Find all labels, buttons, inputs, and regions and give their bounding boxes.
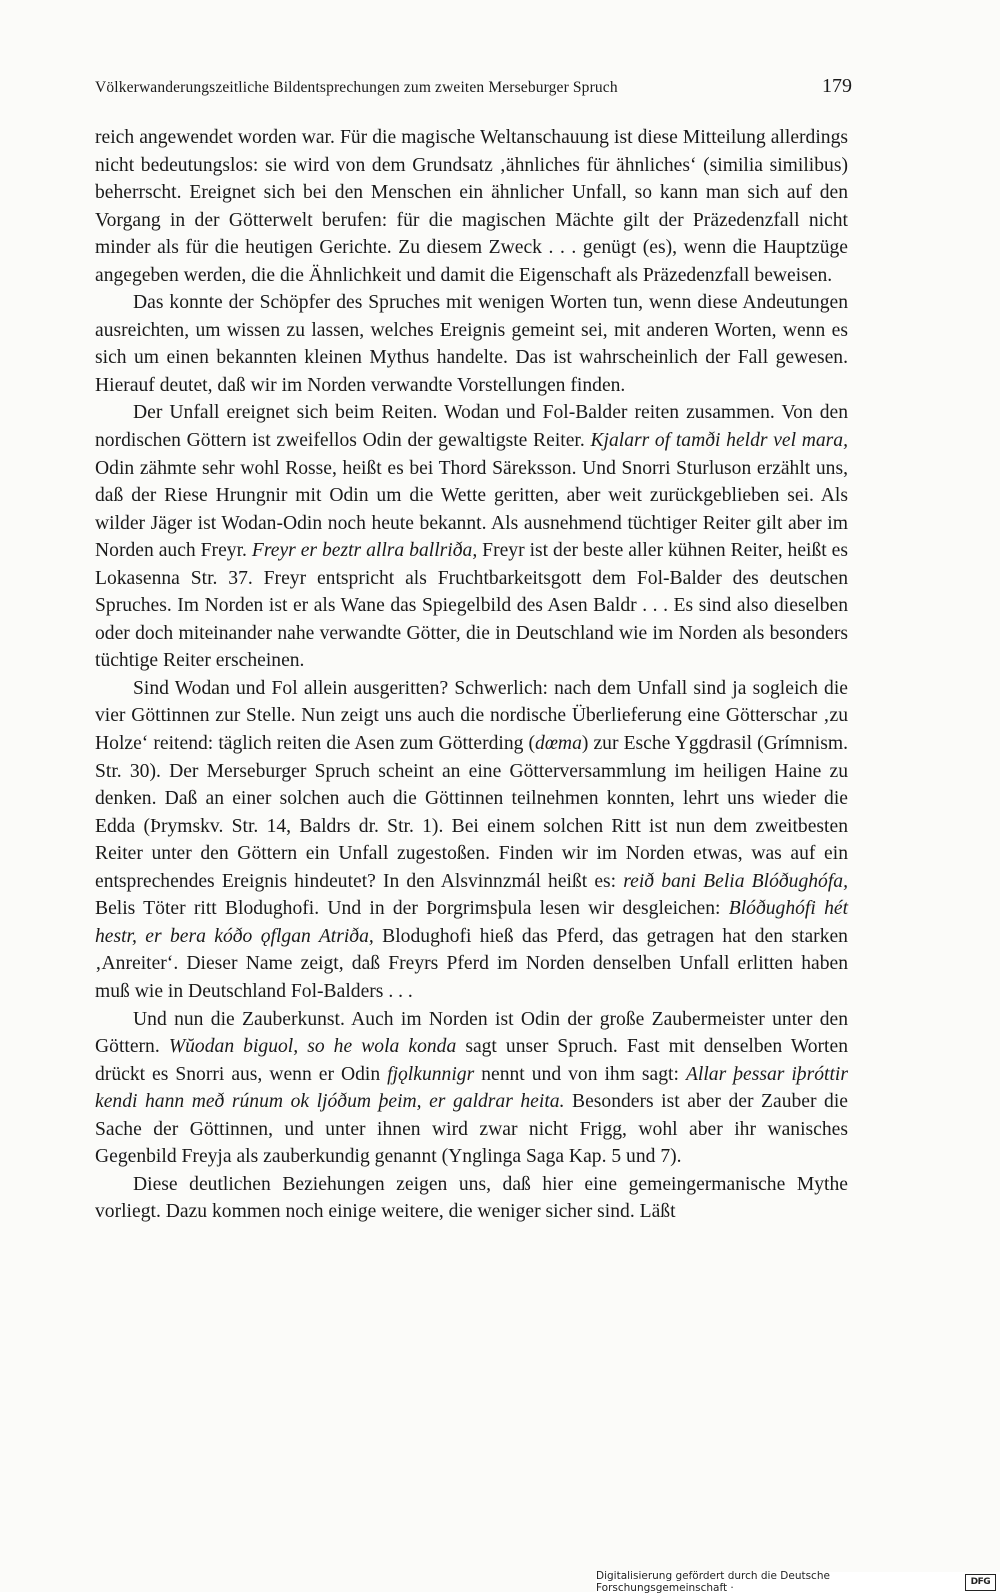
italic-quote: dœma: [535, 733, 582, 755]
paragraph: [95, 1171, 848, 1226]
paragraph: [95, 399, 848, 674]
italic-quote: Kjalarr of tamði heldr vel mara,: [590, 430, 848, 452]
running-head-title: Völkerwanderungszeitliche Bildentsprechungen zum zweiten Merseburger Spruch: [95, 79, 618, 96]
text-run: Sind Wodan und Fol allein ausgeritten? Schwerlich: nach dem Unfall sind ja sogleich die vier Göttinnen zur Stelle. Nun zeigt uns auch die nordische Überlieferung eine Götterschar ‚zu Holze‘ reitend: täglich reiten die Asen zum Götterding (: [95, 677, 848, 755]
running-head: [95, 75, 852, 107]
italic-quote: Allar þessar iþróttir kendi hann með rúnum ok ljóðum þeim, er galdrar heita.: [95, 1063, 848, 1113]
italic-quote: Freyr er beztr allra ballriða,: [251, 540, 478, 562]
italic-quote: fjǫlkunnigr: [387, 1063, 475, 1085]
page-number: 179: [822, 75, 852, 97]
italic-quote: Wŭodan biguol, so he wola konda: [168, 1036, 457, 1058]
text-run: Freyr ist der beste aller kühnen Reiter, heißt es Lokasenna Str. 37. Freyr entspricht als Fruchtbarkeitsgott dem Fol-Balder des deutschen Spruches. Im Norden ist er als Wane das Spiegelbild des Asen Baldr . . . Es sind also dieselben oder doch miteinander nahe verwandte Götter, die in Deutschland wie im Norden als besonders tüchtige Reiter erscheinen.: [95, 540, 849, 672]
text-run: Blodughofi hieß das Pferd, das getragen hat den starken ‚Anreiter‘. Dieser Name zeigt, daß Freyrs Pferd im Norden denselben Unfall erlitten haben muß wie in Deutschland Fol-Balders . . .: [95, 925, 848, 1002]
text-run: sagt unser Spruch. Fast mit denselben Worten drückt es Snorri aus, wenn er Odin: [95, 1036, 848, 1085]
text-run: Odin zähmte sehr wohl Rosse, heißt es bei Thord Säreksson. Und Snorri Sturluson erzählt uns, daß der Riese Hrungnir mit Odin um die Wette geritten, aber weit zurückgeblieben sei. Als wilder Jäger ist Wodan-Odin noch heute bekannt. Als ausnehmend tüchtiger Reiter gilt aber im Norden auch Freyr.: [95, 457, 848, 562]
text-run: Belis Töter ritt Blodughofi. Und in der Þorgrimsþula lesen wir desgleichen:: [95, 898, 729, 920]
paragraph: [95, 675, 848, 1006]
paragraph: [95, 289, 848, 399]
dfg-logo: DFG: [965, 1574, 996, 1591]
paragraph: [95, 124, 848, 289]
text-run: ) zur Esche Yggdrasil (Grímnism. Str. 30). Der Merseburger Spruch scheint an eine Götterversammlung im heiligen Haine zu denken. Daß an einer solchen auch die Göttinnen teilnehmen konnten, lehrt uns wieder die Edda (Þrymskv. Str. 14, Baldrs dr. Str. 1). Bei einem solchen Ritt ist nun dem zweitbesten Reiter unter den Göttern ein Unfall zugestoßen. Finden wir im Norden etwas, was auf ein entsprechendes Ereignis hindeutet? In den Alsvinnzmál heißt es:: [95, 733, 848, 892]
text-run: Diese deutlichen Beziehungen zeigen uns, daß hier eine gemeingermanische Mythe vorliegt. Dazu kommen noch einige weitere, die weniger sicher sind. Läßt: [95, 1173, 848, 1223]
text-run: reich angewendet worden war. Für die magische Weltanschauung ist diese Mitteilung allerdings nicht bedeutungslos: sie wird von dem Grundsatz ‚ähnliches für ähnliches‘ (similia similibus) beherrscht. Ereignet sich bei den Menschen ein ähnlicher Unfall, so kann man sich auf den Vorgang in der Götterwelt berufen: für die magischen Mächte gilt der Präzedenzfall nicht minder als für die heutigen Gerichte. Zu diesem Zweck . . . genügt (es), wenn die Hauptzüge angegeben werden, die die Ähnlichkeit und damit die Eigenschaft als Präzedenzfall beweisen.: [95, 127, 848, 286]
footer-credit-text: Digitalisierung gefördert durch die Deutsche Forschungsgemeinschaft ·: [596, 1570, 830, 1594]
text-run: Der Unfall ereignet sich beim Reiten. Wodan und Fol-Balder reiten zusammen. Von den nordischen Göttern ist zweifellos Odin der gewaltigste Reiter.: [95, 402, 848, 452]
italic-quote: Blóðughófi hét hestr, er bera kóðo ǫflgan Atriða,: [95, 898, 849, 947]
footer-credit: [596, 1572, 1000, 1592]
text-run: Das konnte der Schöpfer des Spruches mit wenigen Worten tun, wenn diese Andeutungen ausreichten, um wissen zu lassen, welches Ereignis gemeint sei, mit anderen Worten, wenn es sich um einen bekannten kleinen Mythus handelte. Das ist wahrscheinlich der Fall gewesen. Hierauf deutet, daß wir im Norden verwandte Vorstellungen finden.: [95, 292, 848, 396]
body-text: [95, 124, 848, 1226]
paragraph: [95, 1006, 848, 1171]
text-run: Und nun die Zauberkunst. Auch im Norden ist Odin der große Zaubermeister unter den Göttern.: [95, 1008, 848, 1058]
text-run: nennt und von ihm sagt:: [474, 1063, 686, 1085]
text-run: Besonders ist aber der Zauber die Sache der Göttinnen, und unter ihnen wird zwar nicht Frigg, wohl aber ihr wanisches Gegenbild Freyja als zauberkundig genannt (Ynglinga Saga Kap. 5 und 7).: [95, 1091, 848, 1168]
italic-quote: reið bani Belia Blóðughófa,: [623, 870, 848, 892]
